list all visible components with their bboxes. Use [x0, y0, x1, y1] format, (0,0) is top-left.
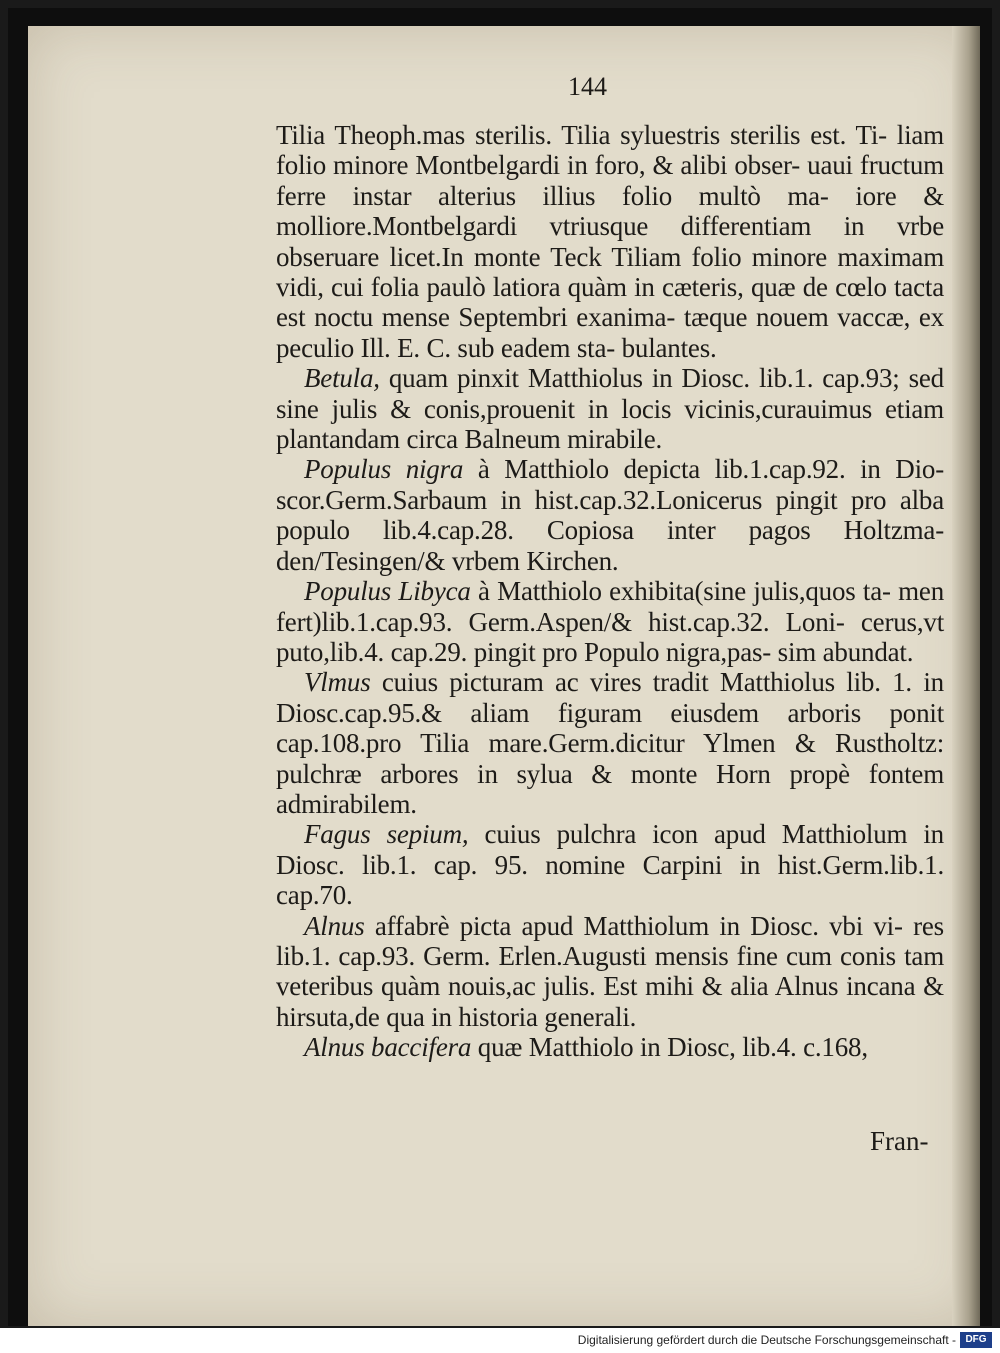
text-line: scor.Germ.Sarbaum in hist.cap.32.Lonicerus pingit pro — [276, 484, 887, 515]
paragraph-populus-libyca — [276, 576, 944, 667]
text-line: quæ de cœlo tacta est noctu mense Septembri exanima- — [276, 272, 945, 333]
footer-bar — [0, 1328, 1000, 1353]
text-line: quæ Matthiolo in Diosc, lib.4. c.168, — [477, 1032, 868, 1063]
text-line: res lib.1. cap.93. Germ. Erlen.Augusti mensis fine cum — [276, 910, 944, 971]
paragraph-vlmus — [276, 667, 944, 819]
text-line: à Matthiolo exhibita(sine julis,quos ta- — [478, 576, 891, 607]
page-text — [276, 120, 944, 1063]
text-line: den/Tesingen/& vrbem Kirchen. — [276, 545, 619, 576]
entry-lead: Alnus — [304, 910, 365, 941]
entry-lead: Fagus sepium, — [304, 819, 469, 850]
entry-lead: Vlmus — [304, 667, 371, 698]
text-line: tæque nouem vaccæ, ex peculio Ill. E. C. sub eadem sta- — [276, 302, 944, 363]
entry-lead: Populus Libyca — [304, 576, 471, 607]
text-line: bulantes. — [621, 332, 717, 363]
page-number: 144 — [568, 72, 607, 101]
text-line: Diosc. lib.1. cap. 95. nomine Carpini in hist.Germ.lib.1. — [276, 849, 944, 880]
footer-credit: Digitalisierung gefördert durch die Deutsche Forschungsgemeinschaft - — [577, 1333, 956, 1347]
text-line: sed sine julis & conis,prouenit in locis vicinis,curauimus — [276, 363, 944, 424]
book-spine — [952, 26, 980, 1326]
text-line: cuius pulchra icon apud Matthiolum in — [484, 819, 944, 850]
entry-lead: Betula, — [304, 363, 380, 394]
text-line: cap.70. — [276, 880, 353, 911]
paragraph-tilia — [276, 120, 944, 363]
text-line: quam pinxit Matthiolus in Diosc. lib.1. cap.93; — [388, 363, 900, 394]
text-line: admirabilem. — [276, 788, 417, 819]
paragraph-alnus — [276, 911, 944, 1033]
text-line: alba populo lib.4.cap.28. Copiosa inter pagos Holtzma- — [276, 484, 944, 546]
text-line: vrbe obseruare licet.In monte Teck Tiliam folio minore — [276, 211, 944, 272]
catchword: Fran- — [870, 1126, 929, 1156]
text-line: in Diosc.cap.95.& aliam figuram eiusdem arboris ponit — [276, 667, 944, 728]
text-line: pulchræ arbores in sylua & monte Horn propè fontem — [276, 758, 944, 789]
text-line: iore & molliore.Montbelgardi vtriusque differentiam in — [276, 180, 944, 242]
text-line: men fert)lib.1.cap.93. Germ.Aspen/& hist.cap.32. Loni- — [276, 576, 944, 637]
text-line: cap.108.pro Tilia mare.Germ.dicitur Ylmen & Rustholtz: — [276, 728, 944, 759]
text-line: cerus,vt puto,lib.4. cap.29. pingit pro Populo nigra,pas- — [276, 606, 944, 667]
paragraph-alnus-baccifera — [276, 1032, 944, 1062]
entry-lead: Populus nigra — [304, 454, 464, 485]
text-line: à Matthiolo depicta lib.1.cap.92. in Dio- — [477, 454, 945, 485]
text-line: maximam vidi, cui folia paulò latiora quàm in cæteris, — [276, 241, 944, 303]
text-line: cuius picturam ac vires tradit Matthiolus lib. 1. — [381, 667, 912, 698]
paragraph-populus-nigra — [276, 454, 944, 576]
entry-lead: Alnus baccifera — [304, 1032, 472, 1063]
text-line: Alnus incana & hirsuta,de qua in historia generali. — [276, 971, 944, 1032]
text-line: etiam plantandam circa Balneum mirabile. — [276, 393, 944, 455]
text-line: uaui fructum ferre instar alterius illius folio multò ma- — [276, 150, 944, 211]
dfg-logo-icon: DFG — [960, 1332, 992, 1348]
text-line: conis tam veteribus quàm nouis,ac julis. Est mihi & alia — [276, 940, 945, 1002]
paragraph-fagus — [276, 819, 944, 910]
text-line: affabrè picta apud Matthiolum in Diosc. vbi vi- — [374, 910, 903, 941]
paragraph-betula — [276, 363, 944, 454]
text-line: liam folio minore Montbelgardi in foro, & alibi obser- — [276, 120, 944, 181]
text-line: Tilia Theoph.mas sterilis. Tilia syluestris sterilis est. Ti- — [276, 120, 887, 150]
text-line: sim abundat. — [777, 636, 914, 667]
